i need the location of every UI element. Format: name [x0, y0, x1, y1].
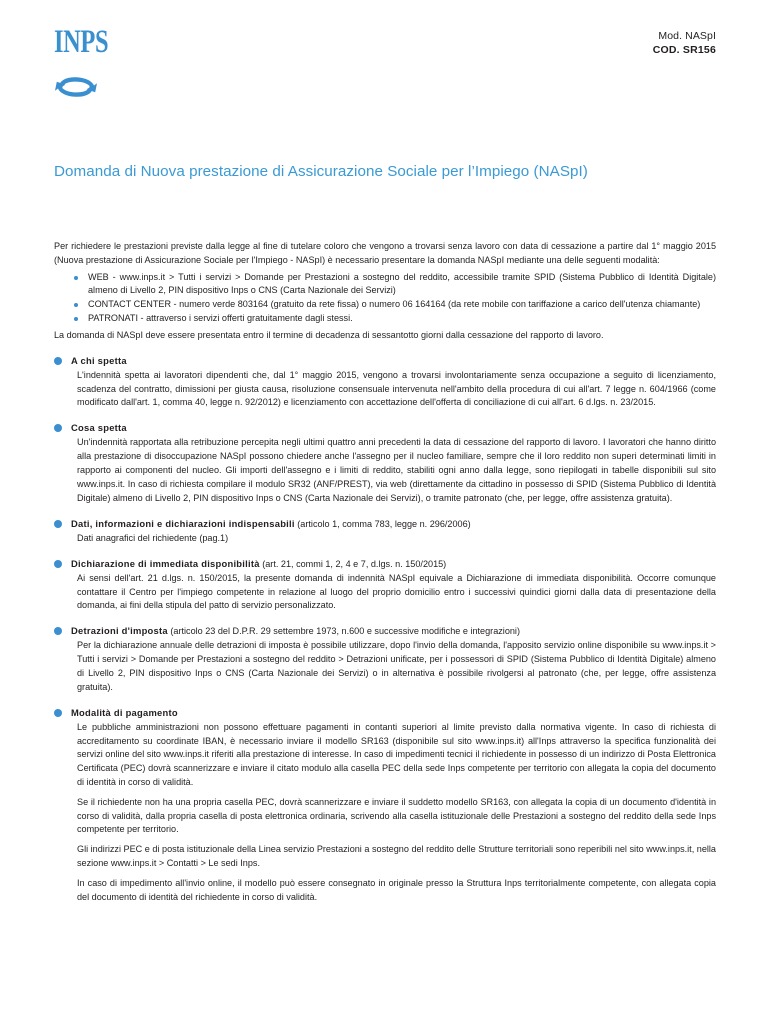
paragraph: Le pubbliche amministrazioni non possono effettuare pagamenti in contanti superiori al limite previsto dalla normativa vigente. In caso di richiesta di accreditamento su coordinate IBAN, è necessario inviare il modello SR163 (disponibile sul sito www.inps.it) all'Inps attraverso la specifica funzionalità dei servizi online del sito www.inps.it riferiti alla prestazione di interesse. In caso di impedimenti tecnici il richiedente in possesso di un indirizzo di Posta Elettronica Certificata (PEC) dovrà scannerizzare e inviare il citato modulo alla casella PEC della sede Inps competente per territorio con allegata la copia del documento di identità in corso di validità. — [77, 721, 716, 787]
form-code-block — [653, 29, 716, 58]
section-note: (art. 21, commi 1, 2, 4 e 7, d.lgs. n. 150/2015) — [259, 558, 447, 569]
section-modalita-pagamento — [54, 706, 716, 905]
section-title: A chi spetta — [71, 354, 127, 366]
deadline-paragraph: La domanda di NASpI deve essere presentata entro il termine di decadenza di sessantotto giorni dalla cessazione del rapporto di lavoro. — [54, 329, 604, 340]
section-heading — [54, 706, 716, 720]
paragraph: Un'indennità rapportata alla retribuzione percepita negli ultimi quattro anni precedenti la data di cessazione del rapporto di lavoro. I lavoratori che hanno diritto alla prestazione di disoccupazione NASpI possono chiedere anche l'assegno per il nucleo familiare, sempre che il loro reddito non superi determinati limiti in rapporto ai componenti del nucleo. Gli importi dell'assegno e i limiti di reddito, stabiliti ogni anno dalla legge, sono riepilogati in tabelle disponibili sul sito www.inps.it. In caso di richiesta compilare il modulo SR32 (ANF/PREST), via web (direttamente da cittadino in possesso di SPID (Sistema Pubblico di Identità Digitale) almeno di Livello 2, PIN dispositivo Inps o CNS (Carta Nazionale dei Servizi), o tramite patronato (che, per legge, offre assistenza gratuita). — [77, 437, 716, 503]
section-content — [54, 639, 716, 694]
code-label: COD. SR156 — [652, 44, 716, 57]
list-item: WEB - www.inps.it > Tutti i servizi > Domande per Prestazioni a sostegno del reddito, accessibile tramite SPID (Sistema Pubblico di Identità Digitale) almeno di Livello 2, PIN dispositivo Inps o CNS (Carta Nazionale dei Servizi) — [72, 271, 716, 299]
section-heading — [54, 624, 716, 638]
paragraph: Se il richiedente non ha una propria casella PEC, dovrà scannerizzare e inviare il suddetto modello SR163, con allegata la copia di un documento d'identità in corso di validità, dalla propria casella di posta elettronica ordinaria, scrivendo alla casella istituzionale delle Prestazioni a sostegno del reddito della sede Inps competente per territorio. — [77, 796, 716, 835]
section-cosa-spetta — [54, 421, 716, 505]
section-title: Dati, informazioni e dichiarazioni indispensabili — [71, 517, 295, 529]
section-heading — [54, 557, 716, 571]
section-title: Cosa spetta — [71, 422, 127, 434]
list-item: PATRONATI - attraverso i servizi offerti gratuitamente dagli stessi. — [72, 312, 716, 326]
section-content — [54, 572, 716, 613]
model-label: Mod. NASpI — [658, 30, 716, 42]
section-title: Modalità di pagamento — [71, 706, 178, 718]
section-title: Detrazioni d'imposta — [71, 625, 168, 637]
paragraph: Per la dichiarazione annuale delle detrazioni di imposta è possibile utilizzare, dopo l'invio della domanda, l'apposito servizio online disponibile su www.inps.it > Tutti i servizi > Domande per Prestazioni a sostegno del reddito > Detrazioni unificate, per i possessori di SPID (Sistema Pubblico di Identità Digitale) almeno di Livello 2, PIN dispositivo Inps o CNS (Carta Nazionale dei Servizi) o in alternativa è possibile rivolgersi al patronato (che, per legge, offre assistenza gratuita). — [77, 640, 716, 692]
inps-wordmark: INPS — [54, 24, 109, 60]
section-note: (articolo 23 del D.P.R. 29 settembre 1973, n.600 e successive modifiche e integrazioni) — [167, 626, 520, 637]
section-heading — [54, 421, 716, 435]
page-title: Domanda di Nuova prestazione di Assicurazione Sociale per l’Impiego (NASpI) — [54, 163, 588, 180]
intro-paragraph: Per richiedere le prestazioni previste dalla legge al fine di tutelare coloro che vengono a trovarsi senza lavoro con data di cessazione a partire dal 1° maggio 2015 (Nuova prestazione di Assicurazione Sociale per l'Impiego - NASpI) è necessario presentare la domanda NASpI mediante una delle seguenti modalità: — [54, 241, 716, 265]
section-heading — [54, 354, 716, 368]
document-body — [54, 240, 716, 904]
section-content — [54, 436, 716, 505]
section-dati-indispensabili — [54, 517, 716, 546]
section-detrazioni-imposta — [54, 624, 716, 694]
channel-list — [54, 271, 716, 326]
paragraph: Dati anagrafici del richiedente (pag.1) — [77, 532, 229, 543]
paragraph: Gli indirizzi PEC e di posta istituzionale della Linea servizio Prestazioni a sostegno del reddito delle Strutture territoriali sono reperibili nel sito www.inps.it, nella sezione www.inps.it > Contatti > Le sedi Inps. — [77, 844, 716, 869]
paragraph: In caso di impedimento all'invio online, il modello può essere consegnato in originale presso la Struttura Inps territorialmente competente, con allegata copia del documento di identità del richiedente in corso di validità. — [77, 877, 716, 902]
section-content — [54, 532, 716, 546]
section-note: (articolo 1, comma 783, legge n. 296/2006) — [294, 518, 471, 529]
inps-logo — [54, 26, 204, 102]
section-a-chi-spetta — [54, 354, 716, 411]
section-heading — [54, 517, 716, 531]
section-content — [54, 721, 716, 905]
paragraph: Ai sensi dell'art. 21 d.lgs. n. 150/2015, la presente domanda di indennità NASpI equivale a Dichiarazione di immediata disponibilità. Occorre comunque contattare il Centro per l'impiego competente in relazione al luogo del proprio domicilio entro i successivi quindici giorni dalla data di presentazione della domanda, ai fini della stipula del patto di servizio personalizzato. — [77, 572, 716, 611]
paragraph: L'indennità spetta ai lavoratori dipendenti che, dal 1° maggio 2015, vengono a trovarsi involontariamente senza occupazione a seguito di licenziamento, scadenza del contratto, dimissioni per giusta causa, risoluzione consensuale intervenuta nell'ambito della procedura di cui all'art. 7 legge n. 604/1966 (come modificato dall'art. 1, comma 40, legge n. 92/2012) e licenziamento con accettazione dell'offerta di conciliazione di cui all'art. 6 d.lgs. n. 23/2015. — [77, 369, 716, 408]
intro-block — [54, 240, 716, 343]
section-title: Dichiarazione di immediata disponibilità — [71, 557, 260, 569]
circular-arrows-icon — [54, 72, 98, 102]
document-header — [54, 26, 716, 126]
list-item: CONTACT CENTER - numero verde 803164 (gratuito da rete fissa) o numero 06 164164 (da rete mobile con tariffazione a carico dell'utenza chiamante) — [72, 298, 716, 312]
section-dichiarazione-disponibilita — [54, 557, 716, 614]
section-content — [54, 369, 716, 410]
